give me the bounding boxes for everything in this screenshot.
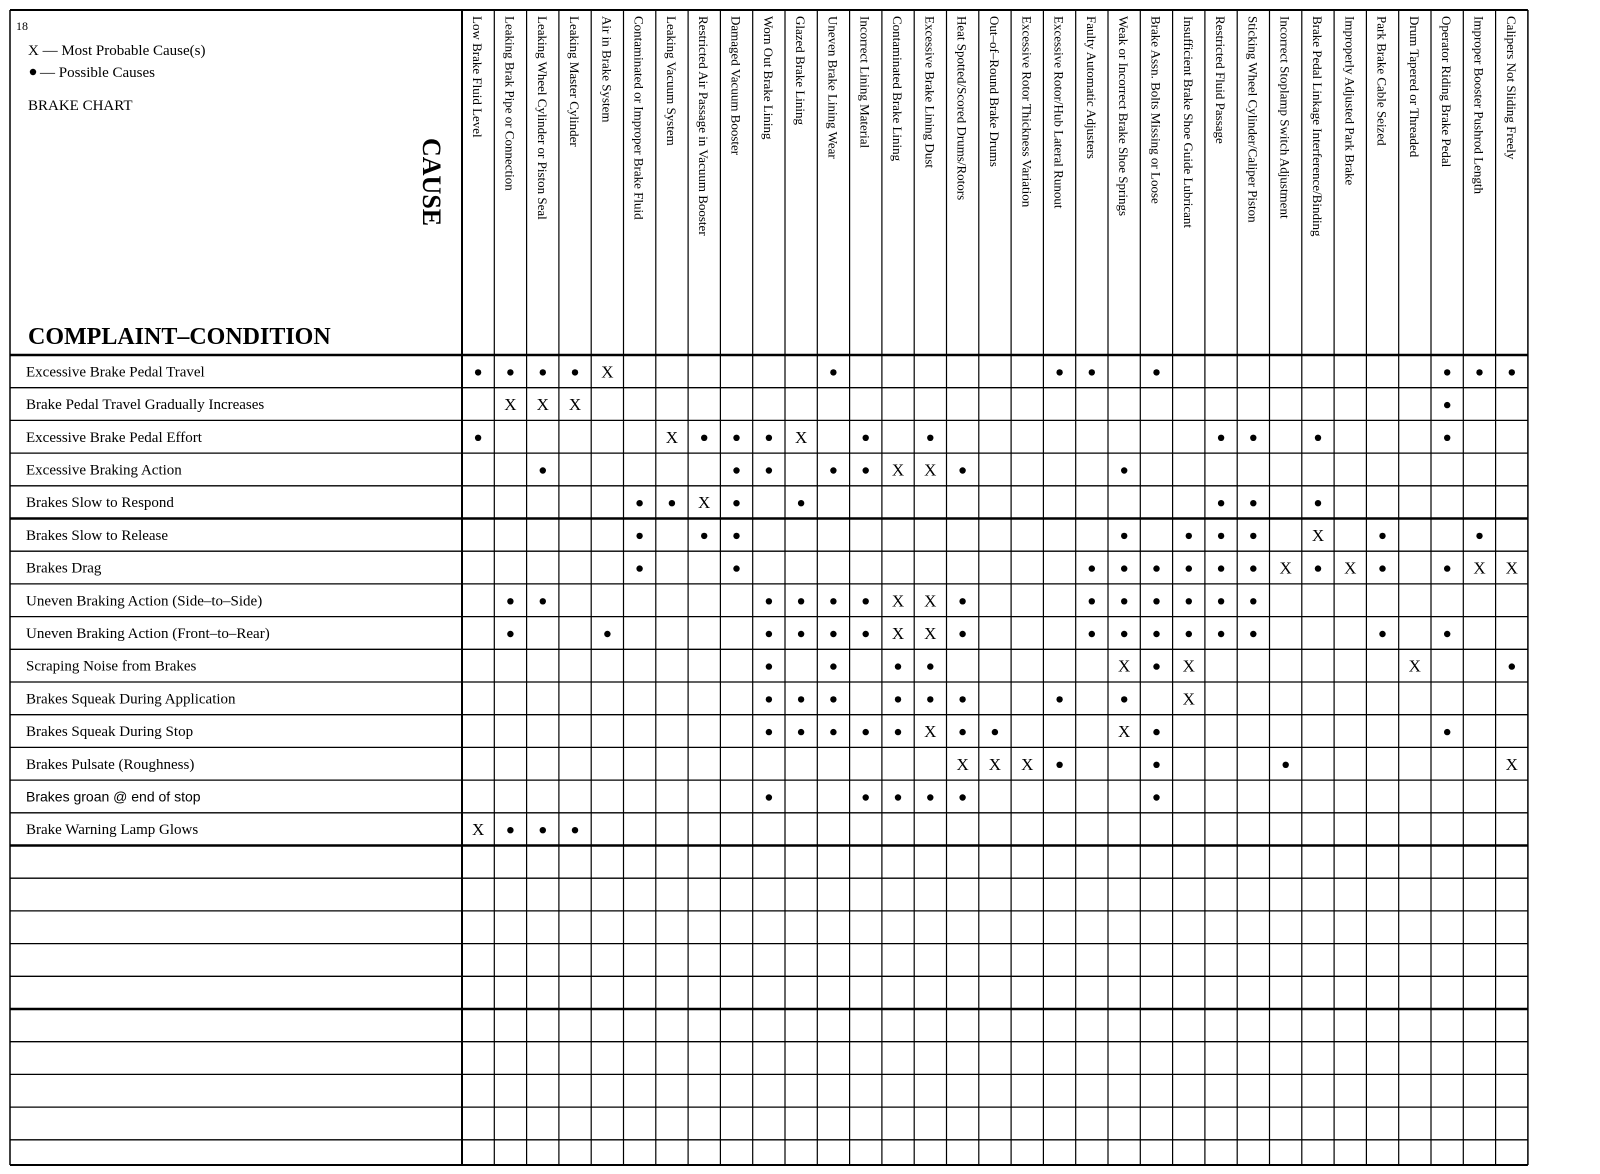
cause-label: Worn Out Brake Lining — [760, 16, 776, 140]
possible-cause-dot — [507, 827, 513, 833]
possible-cause-dot — [733, 500, 739, 506]
possible-cause-dot — [1476, 369, 1482, 375]
possible-cause-dot — [1509, 369, 1515, 375]
possible-cause-dot — [507, 598, 513, 604]
possible-cause-dot — [830, 729, 836, 735]
possible-cause-dot — [1153, 369, 1159, 375]
most-probable-mark: X — [504, 395, 517, 415]
cause-label: Improperly Adjusted Park Brake — [1342, 16, 1358, 186]
possible-cause-dot — [733, 435, 739, 441]
possible-cause-dot — [1315, 500, 1321, 506]
grid-lines — [10, 10, 1528, 1165]
possible-cause-dot — [733, 533, 739, 539]
most-probable-mark: X — [665, 427, 679, 447]
possible-cause-dot — [1089, 369, 1095, 375]
possible-cause-dot — [895, 794, 901, 800]
possible-cause-dot — [766, 631, 772, 637]
legend-dot-icon — [30, 69, 36, 75]
cause-label: Drum Tapered or Threaded — [1406, 16, 1422, 158]
cause-label: Excessive Brake Lining Dust — [922, 16, 938, 168]
possible-cause-dot — [1089, 631, 1095, 637]
cause-label: Operator Riding Brake Pedal — [1439, 16, 1455, 168]
possible-cause-dot — [1089, 598, 1095, 604]
possible-cause-dot — [507, 369, 513, 375]
possible-cause-dot — [766, 467, 772, 473]
complaint-rows — [26, 364, 270, 838]
legend-most-probable: X — Most Probable Cause(s) — [28, 43, 206, 59]
possible-cause-dot — [830, 663, 836, 669]
possible-cause-dot — [1379, 565, 1385, 571]
cause-label: Glazed Brake Lining — [793, 16, 809, 126]
cause-label: Leaking Brak Pipe or Connection — [502, 16, 518, 191]
possible-cause-dot — [572, 369, 578, 375]
possible-cause-dot — [1218, 533, 1224, 539]
complaint-label: Brakes Slow to Respond — [26, 495, 174, 512]
possible-cause-dot — [895, 729, 901, 735]
cause-label: Out–of–Round Brake Drums — [986, 16, 1002, 167]
possible-cause-dot — [1218, 565, 1224, 571]
possible-cause-dot — [959, 467, 965, 473]
possible-cause-dot — [1250, 631, 1256, 637]
possible-cause-dot — [798, 500, 804, 506]
possible-cause-dot — [1218, 500, 1224, 506]
possible-cause-dot — [863, 598, 869, 604]
possible-cause-dot — [1153, 565, 1159, 571]
cause-label: Damaged Vacuum Booster — [728, 16, 744, 156]
possible-cause-dot — [992, 729, 998, 735]
cause-label: Insufficient Brake Shoe Guide Lubricant — [1180, 16, 1196, 229]
complaint-label: Brakes Slow to Release — [26, 527, 169, 544]
cause-label: Contaminated Brake Lining — [890, 16, 905, 162]
possible-cause-dot — [636, 500, 642, 506]
possible-cause-dot — [669, 500, 675, 506]
possible-cause-dot — [1379, 631, 1385, 637]
possible-cause-dot — [1250, 565, 1256, 571]
cause-label: Excessive Rotor/Hub Lateral Runout — [1051, 16, 1067, 209]
possible-cause-dot — [1121, 598, 1127, 604]
possible-cause-dot — [1218, 631, 1224, 637]
possible-cause-dot — [766, 794, 772, 800]
most-probable-mark: X — [891, 460, 905, 480]
possible-cause-dot — [927, 435, 933, 441]
possible-cause-dot — [863, 729, 869, 735]
possible-cause-dot — [959, 696, 965, 702]
possible-cause-dot — [927, 696, 933, 702]
most-probable-mark: X — [924, 624, 937, 643]
cause-label: Faulty Automatic Adjusters — [1083, 16, 1099, 159]
cause-label: Restricted Air Passage in Vacuum Booster — [696, 16, 712, 236]
most-probable-mark: X — [891, 591, 905, 611]
possible-cause-dot — [636, 565, 642, 571]
possible-cause-dot — [1121, 696, 1127, 702]
possible-cause-dot — [959, 598, 965, 604]
possible-cause-dot — [1218, 435, 1224, 441]
possible-cause-dot — [1444, 435, 1450, 441]
most-probable-mark: X — [924, 591, 937, 611]
complaint-header: COMPLAINT–CONDITION — [28, 324, 331, 350]
most-probable-mark: X — [1021, 754, 1034, 774]
complaint-label: Excessive Brake Pedal Effort — [26, 429, 202, 446]
possible-cause-dot — [1056, 369, 1062, 375]
cause-label: Park Brake Cable Seized — [1374, 16, 1390, 146]
cause-label: Air in Brake System — [599, 16, 615, 123]
cause-label: Leaking Vacuum System — [663, 16, 679, 146]
complaint-label: Uneven Braking Action (Side–to–Side) — [26, 593, 263, 610]
most-probable-mark: X — [698, 493, 711, 513]
cause-column-headers — [470, 16, 1519, 237]
possible-cause-dot — [475, 369, 481, 375]
possible-cause-dot — [1121, 631, 1127, 637]
possible-cause-dot — [1509, 663, 1515, 669]
possible-cause-dot — [830, 696, 836, 702]
possible-cause-dot — [1121, 565, 1127, 571]
cause-label: Brake Assn. Bolts Missing or Loose — [1148, 16, 1164, 204]
possible-cause-dot — [1218, 598, 1224, 604]
possible-cause-dot — [1186, 631, 1192, 637]
most-probable-mark: X — [536, 395, 549, 415]
most-probable-mark: X — [1182, 656, 1195, 676]
possible-cause-dot — [1250, 533, 1256, 539]
possible-cause-dot — [959, 729, 965, 735]
most-probable-mark: X — [1279, 558, 1292, 578]
most-probable-mark: X — [924, 722, 937, 742]
possible-cause-dot — [1121, 533, 1127, 539]
most-probable-mark: X — [1118, 722, 1131, 742]
chart-title: BRAKE CHART — [28, 98, 133, 114]
possible-cause-dot — [863, 631, 869, 637]
possible-cause-dot — [959, 631, 965, 637]
cause-label: Weak or Incorrect Brake Shoe Springs — [1116, 16, 1132, 217]
possible-cause-dot — [798, 729, 804, 735]
possible-cause-dot — [1089, 565, 1095, 571]
possible-cause-dot — [1444, 565, 1450, 571]
cause-label: Leaking Master Cylinder — [567, 16, 582, 147]
most-probable-mark: X — [1311, 525, 1325, 545]
chart-marks — [472, 362, 1518, 839]
most-probable-mark: X — [891, 624, 905, 643]
possible-cause-dot — [830, 631, 836, 637]
cause-header: CAUSE — [417, 138, 446, 227]
possible-cause-dot — [766, 663, 772, 669]
possible-cause-dot — [895, 696, 901, 702]
possible-cause-dot — [798, 598, 804, 604]
cause-label: Calipers Not Sliding Freely — [1503, 16, 1519, 160]
possible-cause-dot — [1153, 631, 1159, 637]
cause-label: Uneven Brake Lining Wear — [825, 16, 841, 159]
possible-cause-dot — [766, 435, 772, 441]
possible-cause-dot — [798, 696, 804, 702]
complaint-label: Brakes Drag — [26, 560, 102, 577]
possible-cause-dot — [604, 631, 610, 637]
possible-cause-dot — [1153, 663, 1159, 669]
cause-label: Incorrect Lining Material — [857, 16, 873, 149]
complaint-label: Excessive Braking Action — [26, 462, 182, 479]
possible-cause-dot — [507, 631, 513, 637]
possible-cause-dot — [1153, 794, 1159, 800]
possible-cause-dot — [1186, 598, 1192, 604]
complaint-label: Brake Pedal Travel Gradually Increases — [26, 397, 265, 414]
possible-cause-dot — [1379, 533, 1385, 539]
possible-cause-dot — [540, 467, 546, 473]
possible-cause-dot — [1476, 533, 1482, 539]
possible-cause-dot — [1444, 729, 1450, 735]
possible-cause-dot — [1056, 696, 1062, 702]
possible-cause-dot — [733, 467, 739, 473]
cause-label: Incorrect Stoplamp Switch Adjustment — [1277, 16, 1293, 219]
cause-label: Improper Booster Pushrod Length — [1471, 16, 1487, 195]
cause-label: Heat Spotted/Scored Drums/Rotors — [954, 16, 970, 201]
complaint-label: Brakes Pulsate (Roughness) — [26, 756, 195, 773]
cause-label: Restricted Fluid Passage — [1213, 16, 1229, 144]
possible-cause-dot — [863, 794, 869, 800]
most-probable-mark: X — [956, 754, 969, 774]
cause-label: Sticking Wheel Cylinder/Caliper Piston — [1245, 16, 1261, 223]
possible-cause-dot — [1121, 467, 1127, 473]
possible-cause-dot — [1153, 729, 1159, 735]
possible-cause-dot — [636, 533, 642, 539]
possible-cause-dot — [540, 369, 546, 375]
possible-cause-dot — [766, 696, 772, 702]
most-probable-mark: X — [601, 362, 614, 382]
possible-cause-dot — [830, 369, 836, 375]
possible-cause-dot — [701, 533, 707, 539]
most-probable-mark: X — [1408, 656, 1421, 676]
possible-cause-dot — [1153, 762, 1159, 768]
possible-cause-dot — [540, 598, 546, 604]
possible-cause-dot — [830, 598, 836, 604]
possible-cause-dot — [572, 827, 578, 833]
cause-label: Low Brake Fluid Level — [470, 16, 486, 138]
complaint-label: Brakes Squeak During Application — [26, 691, 236, 708]
cause-label: Brake Pedal Linkage Interference/Binding — [1310, 16, 1325, 237]
possible-cause-dot — [1250, 598, 1256, 604]
complaint-label: Brakes Squeak During Stop — [26, 724, 194, 741]
possible-cause-dot — [1283, 762, 1289, 768]
most-probable-mark: X — [1505, 754, 1518, 774]
possible-cause-dot — [927, 663, 933, 669]
possible-cause-dot — [895, 663, 901, 669]
most-probable-mark: X — [1118, 656, 1131, 676]
complaint-label: Brake Warning Lamp Glows — [26, 822, 199, 839]
most-probable-mark: X — [1505, 558, 1518, 578]
possible-cause-dot — [863, 467, 869, 473]
complaint-label: Uneven Braking Action (Front–to–Rear) — [26, 626, 270, 642]
possible-cause-dot — [798, 631, 804, 637]
most-probable-mark: X — [568, 395, 582, 415]
possible-cause-dot — [733, 565, 739, 571]
possible-cause-dot — [1315, 565, 1321, 571]
possible-cause-dot — [766, 598, 772, 604]
most-probable-mark: X — [1182, 689, 1195, 709]
possible-cause-dot — [863, 435, 869, 441]
cause-label: Contaminated or Improper Brake Fluid — [631, 16, 647, 220]
possible-cause-dot — [540, 827, 546, 833]
cause-label: Leaking Wheel Cylinder or Piston Seal — [534, 16, 550, 220]
cause-label: Excessive Rotor Thickness Variation — [1019, 16, 1035, 208]
complaint-label: Brakes groan @ end of stop — [26, 788, 201, 805]
possible-cause-dot — [475, 435, 481, 441]
most-probable-mark: X — [794, 427, 808, 447]
legend-possible-row — [30, 65, 155, 81]
possible-cause-dot — [701, 435, 707, 441]
most-probable-mark: X — [471, 820, 485, 840]
possible-cause-dot — [1186, 533, 1192, 539]
legend-possible-causes: — Possible Causes — [40, 65, 156, 81]
possible-cause-dot — [830, 467, 836, 473]
possible-cause-dot — [1056, 762, 1062, 768]
most-probable-mark: X — [988, 754, 1002, 774]
possible-cause-dot — [1153, 598, 1159, 604]
possible-cause-dot — [1444, 369, 1450, 375]
possible-cause-dot — [1186, 565, 1192, 571]
most-probable-mark: X — [1344, 558, 1357, 578]
most-probable-mark: X — [1473, 558, 1486, 578]
possible-cause-dot — [927, 794, 933, 800]
possible-cause-dot — [1444, 402, 1450, 408]
possible-cause-dot — [1250, 500, 1256, 506]
complaint-label: Scraping Noise from Brakes — [26, 658, 197, 675]
possible-cause-dot — [1444, 631, 1450, 637]
most-probable-mark: X — [924, 460, 937, 480]
page-number: 18 — [16, 19, 28, 33]
possible-cause-dot — [959, 794, 965, 800]
possible-cause-dot — [1315, 435, 1321, 441]
complaint-label: Excessive Brake Pedal Travel — [26, 364, 205, 381]
possible-cause-dot — [1250, 435, 1256, 441]
possible-cause-dot — [766, 729, 772, 735]
